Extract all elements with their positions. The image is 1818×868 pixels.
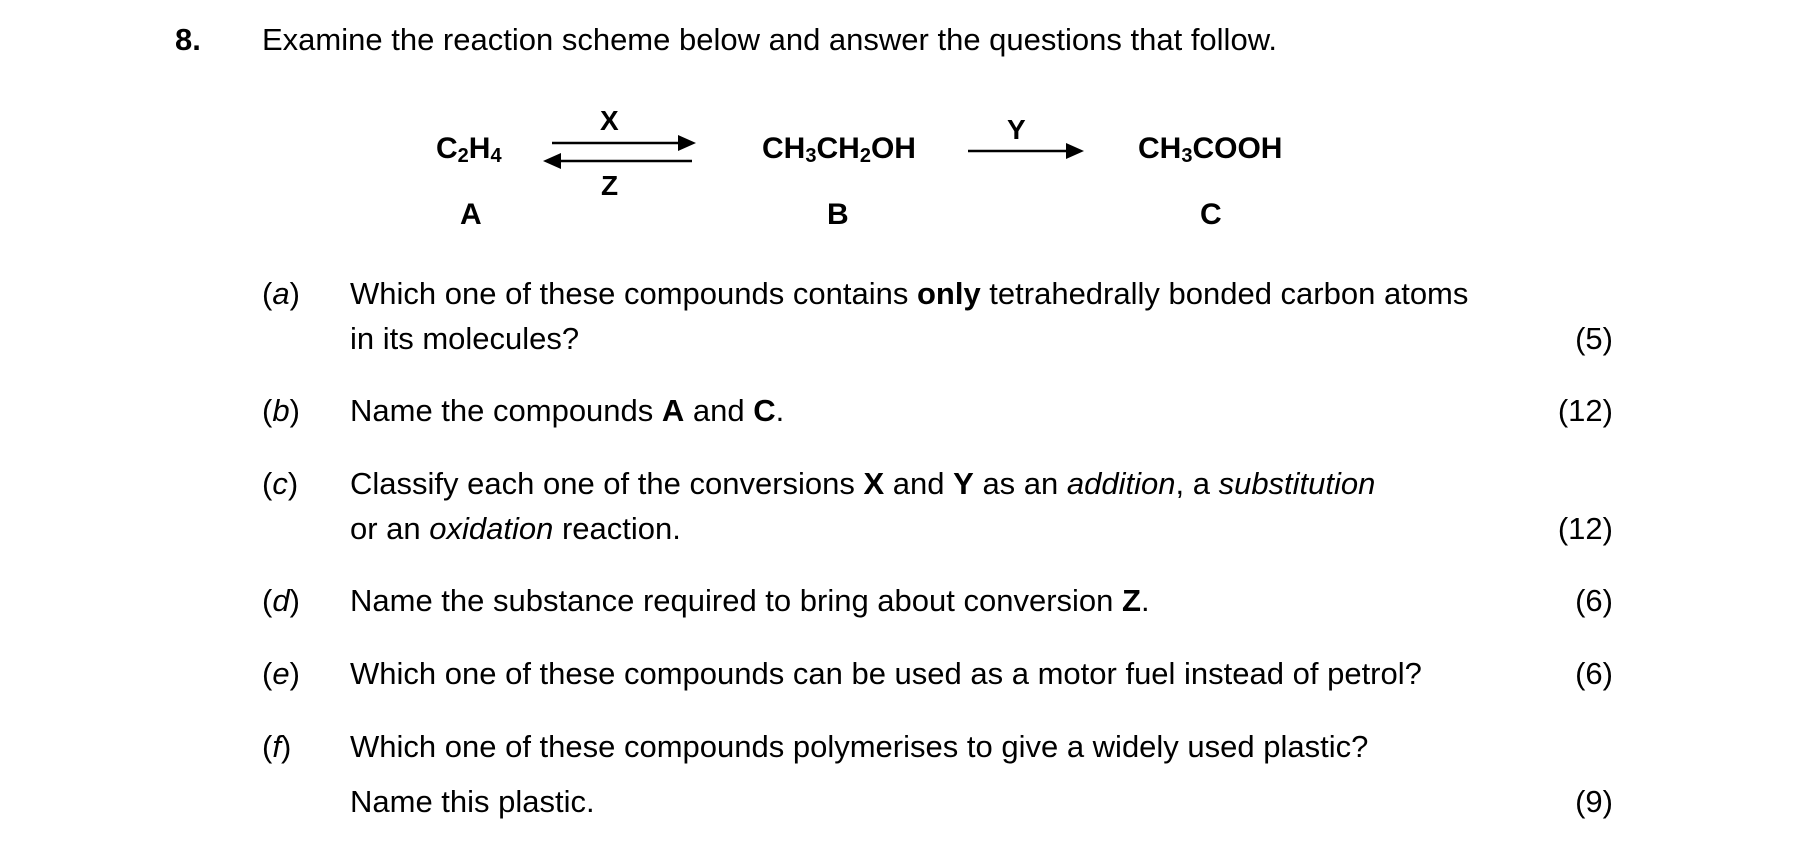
part-label-c: (c) [262, 466, 299, 501]
forward-arrowhead [678, 135, 696, 151]
arrow-label-z: Z [601, 170, 619, 201]
part-d-marks: (6) [1575, 583, 1613, 618]
part-b-marks: (12) [1557, 393, 1613, 428]
part-label-b: (b) [262, 393, 300, 428]
part-e-line-1: Which one of these compounds can be used as a motor fuel instead of petrol? [350, 656, 1422, 691]
formula-c-part: CH [1138, 132, 1182, 165]
part-b-line-1: Name the compounds A and C. [350, 393, 785, 428]
formula-b-sub: 2 [859, 145, 871, 167]
part-f-marks: (9) [1575, 784, 1613, 819]
formula-b-part: CH [816, 132, 860, 165]
reaction-arrows [0, 0, 1818, 260]
arrow-label-x: X [600, 105, 619, 136]
formula-b-part: CH [762, 132, 806, 165]
part-f-line-1: Which one of these compounds polymerises to give a widely used plastic? [350, 729, 1369, 764]
part-a-marks: (5) [1575, 321, 1613, 356]
formula-b-part: OH [870, 132, 916, 165]
part-d-line-1: Name the substance required to bring about conversion Z. [350, 583, 1150, 618]
question-number: 8. [175, 22, 201, 57]
formula-a [436, 132, 502, 166]
question-intro: Examine the reaction scheme below and answer the questions that follow. [262, 22, 1277, 57]
formula-b [762, 132, 916, 166]
part-label-a: (a) [262, 276, 300, 311]
formula-a-sub: 2 [457, 145, 469, 167]
compound-letter-a: A [460, 198, 482, 231]
reaction-scheme [0, 0, 1818, 260]
part-f-line-2: Name this plastic. [350, 784, 595, 819]
formula-a-part: C [436, 132, 458, 165]
second-arrowhead [1066, 143, 1084, 159]
formula-c [1138, 132, 1282, 166]
part-c-line-2: or an oxidation reaction. [350, 511, 681, 546]
part-label-e: (e) [262, 656, 300, 691]
formula-a-part: H [468, 132, 491, 165]
part-c-line-1: Classify each one of the conversions X and Y as an addition, a substitution [350, 466, 1376, 501]
part-c-marks: (12) [1557, 511, 1613, 546]
reverse-arrowhead [543, 153, 561, 169]
part-a-line-1: Which one of these compounds contains only tetrahedrally bonded carbon atoms [350, 276, 1469, 311]
part-a-line-2: in its molecules? [350, 321, 580, 356]
part-e-marks: (6) [1575, 656, 1613, 691]
formula-a-sub: 4 [490, 145, 502, 167]
arrow-label-y: Y [1007, 114, 1026, 145]
formula-b-sub: 3 [805, 145, 817, 167]
compound-letter-c: C [1200, 198, 1222, 231]
part-label-f: (f) [262, 729, 292, 764]
compound-letter-b: B [827, 198, 849, 231]
part-label-d: (d) [262, 583, 300, 618]
formula-c-sub: 3 [1181, 145, 1193, 167]
formula-c-part: COOH [1192, 132, 1283, 165]
